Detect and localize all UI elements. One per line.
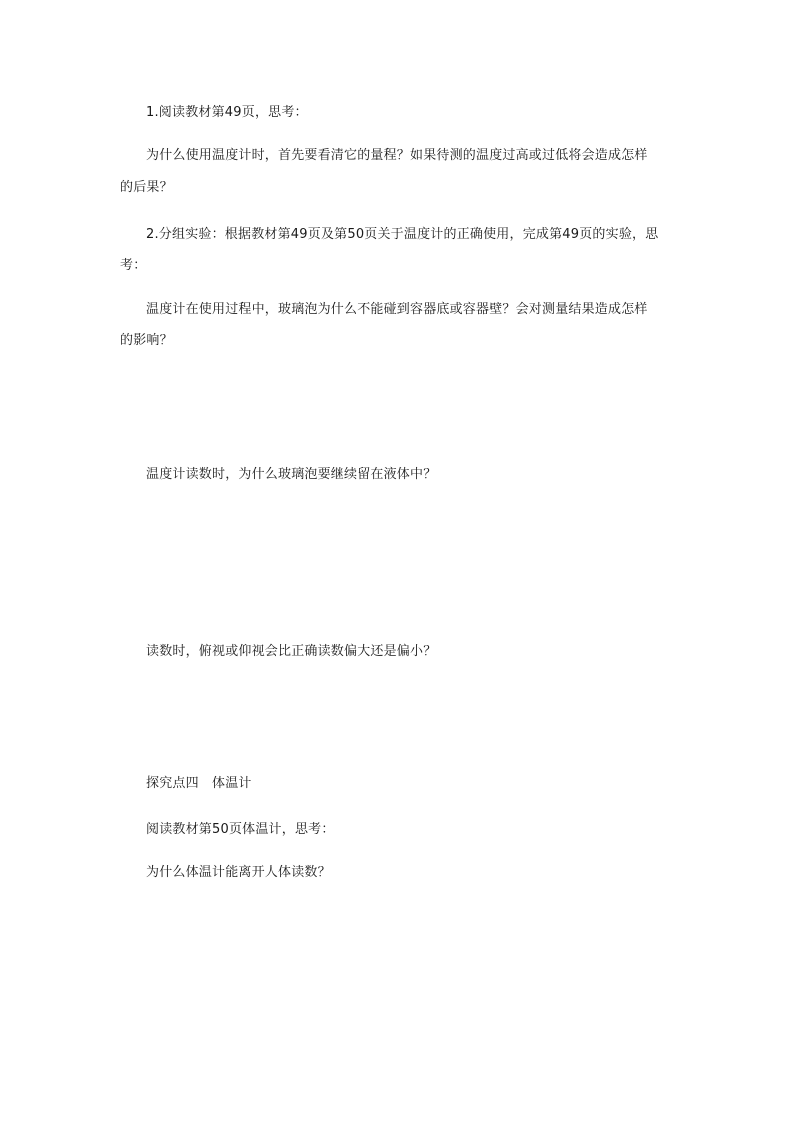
question-2-title-line-1: 2.分组实验：根据教材第49页及第50页关于温度计的正确使用，完成第49页的实验，思	[146, 227, 659, 242]
question-1-title: 1.阅读教材第49页，思考：	[146, 105, 308, 120]
question-1-text-line-2: 的后果？	[120, 180, 173, 195]
question-2-text-line-2: 的影响？	[120, 333, 173, 348]
section-4-title: 探究点四 体温计	[146, 776, 252, 791]
section-4-question: 为什么体温计能离开人体读数？	[146, 865, 331, 880]
question-1-text-line-1: 为什么使用温度计时，首先要看清它的量程？如果待测的温度过高或过低将会造成怎样	[146, 148, 648, 163]
section-4-reading-prompt: 阅读教材第50页体温计，思考：	[146, 822, 335, 837]
question-2-text-line-1: 温度计在使用过程中，玻璃泡为什么不能碰到容器底或容器壁？会对测量结果造成怎样	[146, 302, 648, 317]
question-2-title-line-2: 考：	[120, 258, 147, 273]
question-4-text: 读数时，俯视或仰视会比正确读数偏大还是偏小？	[146, 644, 437, 659]
question-3-text: 温度计读数时，为什么玻璃泡要继续留在液体中？	[146, 467, 437, 482]
